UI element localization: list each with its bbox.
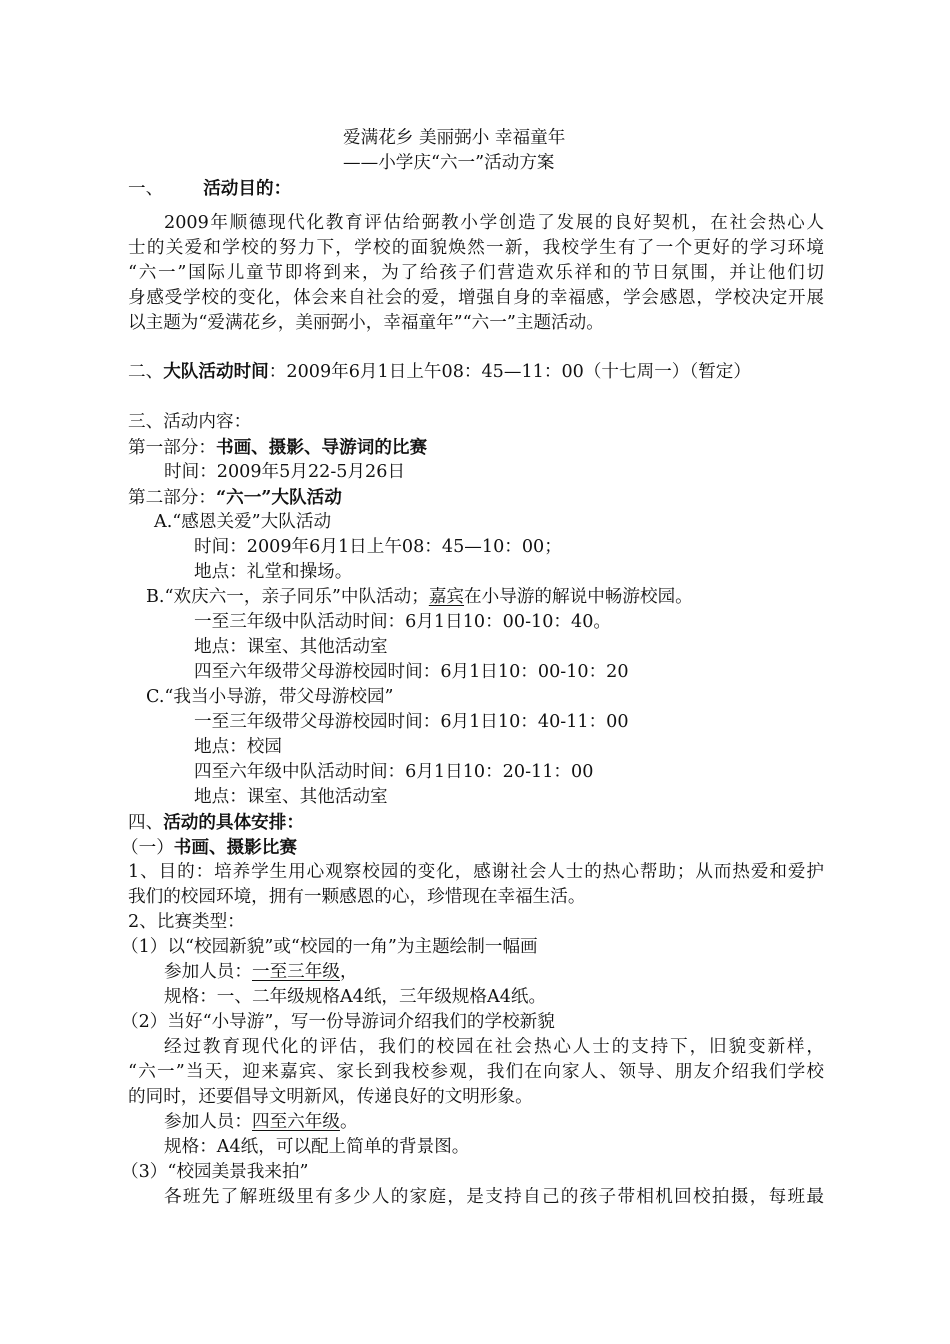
type-2-spec: 规格：A4纸，可以配上简单的背景图。 <box>164 1137 470 1157</box>
type-1-spec: 规格：一、二年级规格A4纸，三年级规格A4纸。 <box>164 987 547 1007</box>
section-title: 大队活动时间 <box>163 361 269 382</box>
item-a-title: A.“感恩关爱”大队活动 <box>154 512 332 532</box>
participants-punct: 。 <box>339 1112 358 1132</box>
type-2-line-3: 的同时，还要倡导文明新风，传递良好的文明形象。 <box>128 1087 533 1107</box>
item-c-line-3: 四至六年级中队活动时间：6月1日10：20-11：00 <box>194 762 594 782</box>
document-subtitle: ——小学庆“六一”活动方案 <box>343 153 555 173</box>
subsection-title: 书画、摄影比赛 <box>173 837 297 858</box>
type-3-line-1: 各班先了解班级里有多少人的家庭，是支持自己的孩子带相机回校拍摄，每班最 <box>164 1187 824 1207</box>
item-c-line-1: 一至三年级带父母游校园时间：6月1日10：40-11：00 <box>194 712 629 732</box>
type-1-participants <box>164 960 358 985</box>
subsection-1-heading <box>121 835 297 861</box>
participants-label: 参加人员： <box>164 962 252 982</box>
section-3-heading: 三、活动内容： <box>128 412 252 432</box>
item-b-line-3: 四至六年级带父母游校园时间：6月1日10：00-10：20 <box>194 662 629 682</box>
guest-text: 嘉宾 <box>428 587 465 607</box>
section-2-line <box>128 359 751 385</box>
item-a-time: 时间：2009年6月1日上午08：45—10：00； <box>194 537 562 557</box>
type-2-title: （2）当好“小导游”，写一份导游词介绍我们的学校新貌 <box>121 1012 555 1032</box>
item-c-line-2: 地点：校园 <box>194 737 282 757</box>
type-2-line-2: “六一”当天，迎来嘉宾、家长到我校参观，我们在向家人、领导、朋友介绍我们学校 <box>128 1062 824 1082</box>
participants-value: 四至六年级 <box>251 1112 340 1132</box>
section-number: 四、 <box>128 813 164 833</box>
types-heading: 2、比赛类型： <box>128 912 245 932</box>
item-c-line-4: 地点：课室、其他活动室 <box>194 787 388 807</box>
purpose-line-1: 2009年顺德现代化教育评估给弼教小学创造了发展的良好契机，在社会热心人 <box>164 213 824 233</box>
section-4-heading <box>128 810 304 836</box>
participants-value: 一至三年级 <box>251 962 340 982</box>
part-label: 第一部分： <box>128 438 216 458</box>
purpose-line-3: “六一”国际儿童节即将到来，为了给孩子们营造欢乐祥和的节日氛围，并让他们切 <box>128 263 824 283</box>
item-b-title <box>146 585 693 610</box>
participants-label: 参加人员： <box>164 1112 252 1132</box>
item-b-title-end: 在小导游的解说中畅游校园。 <box>464 587 693 607</box>
part-title: “六一”大队活动 <box>215 487 342 508</box>
part-1-time: 时间：2009年5月22-5月26日 <box>164 462 406 482</box>
section-title: 活动的具体安排： <box>163 812 304 833</box>
document-title: 爱满花乡 美丽弼小 幸福童年 <box>343 128 566 148</box>
goal-line-2: 我们的校园环境，拥有一颗感恩的心，珍惜现在幸福生活。 <box>128 887 586 907</box>
goal-line-1: 1、目的：培养学生用心观察校园的变化，感谢社会人士的热心帮助；从而热爱和爱护 <box>128 862 824 882</box>
type-1-title: （1）以“校园新貌”或“校园的一角”为主题绘制一幅画 <box>121 937 538 957</box>
subsection-number: （一） <box>121 838 174 858</box>
item-c-title: C.“我当小导游，带父母游校园” <box>146 687 394 707</box>
part-1-line <box>128 435 427 461</box>
activity-time: ：2009年6月1日上午08：45—11：00（十七周一）（暂定） <box>268 362 751 382</box>
item-b-line-1: 一至三年级中队活动时间：6月1日10：00-10：40。 <box>194 612 611 632</box>
item-a-place: 地点：礼堂和操场。 <box>194 562 353 582</box>
section-1-heading <box>128 176 291 202</box>
part-label: 第二部分： <box>128 488 216 508</box>
part-2-line <box>128 485 342 511</box>
item-b-line-2: 地点：课室、其他活动室 <box>194 637 388 657</box>
purpose-line-5: 以主题为“爱满花乡，美丽弼小，幸福童年”“六一”主题活动。 <box>128 313 604 333</box>
type-2-participants <box>164 1110 358 1135</box>
purpose-line-4: 身感受学校的变化，体会来自社会的爱，增强自身的幸福感，学会感恩，学校决定开展 <box>128 288 824 308</box>
section-title: 活动目的： <box>203 178 292 199</box>
type-3-title: （3）“校园美景我来拍” <box>121 1162 309 1182</box>
part-title: 书画、摄影、导游词的比赛 <box>215 437 428 458</box>
item-b-title-start: B.“欢庆六一，亲子同乐”中队活动； <box>146 587 429 607</box>
purpose-line-2: 士的关爱和学校的努力下，学校的面貌焕然一新，我校学生有了一个更好的学习环境 <box>128 238 824 258</box>
section-number: 一、 <box>128 179 164 199</box>
type-2-line-1: 经过教育现代化的评估，我们的校园在社会热心人士的支持下，旧貌变新样， <box>164 1037 824 1057</box>
section-number: 二、 <box>128 362 164 382</box>
participants-punct: ， <box>339 962 358 982</box>
